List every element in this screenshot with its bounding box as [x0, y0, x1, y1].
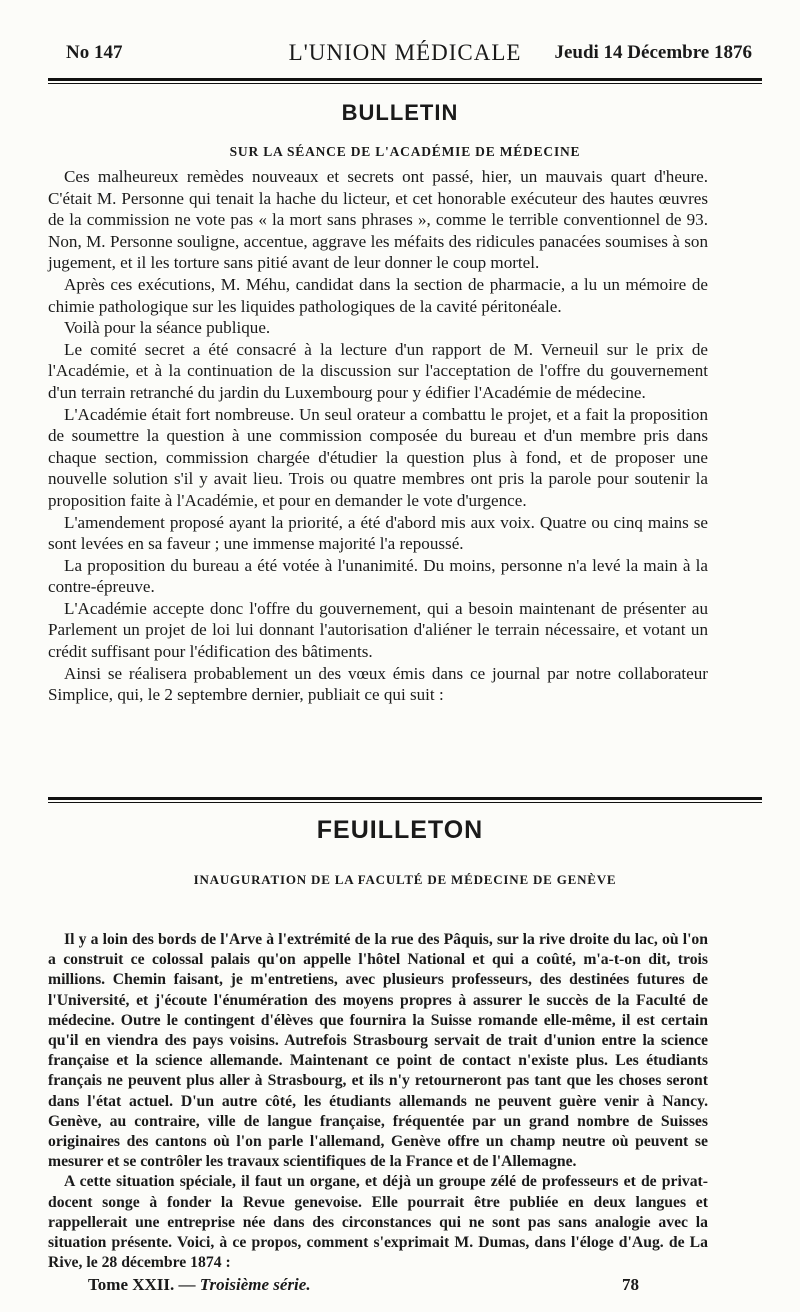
masthead	[48, 36, 762, 76]
feuilleton-paragraph: Il y a loin des bords de l'Arve à l'extrémité de la rue des Pâquis, sur la rive droite du lac, où l'on a construit ce colossal palais qu'on appelle l'hôtel National et qui a coûté, m'a-t-on dit, trois millions. Chemin faisant, je m'entretiens, avec plusieurs professeurs, des destinées futures de l'Université, et j'écoute l'énumération des moyens propres à assurer le succès de la Faculté de médecine. Outre le contingent d'élèves que fournira la Suisse romande elle-même, il est certain qu'il en viendra des pays voisins. Autrefois Strasbourg servait de trait d'union entre la science française et la science allemande. Maintenant ce point de contact n'existe plus. Les étudiants français ne peuvent plus aller à Strasbourg, et ils n'y retourneront pas tant que les choses seront dans l'état actuel. D'un autre côté, les étudiants allemands ne peuvent guère venir à Nancy. Genève, au contraire, ville de langue française, fréquentée par un grand nombre de Suisses originaires des cantons où l'on parle l'allemand, Genève offre un champ neutre où peuvent se mesurer et se contrôler les travaux scientifiques de la France et de l'Allemagne.	[48, 931, 708, 1171]
series-label: Troisième série.	[199, 1275, 311, 1294]
feuilleton-subtitle: INAUGURATION DE LA FACULTÉ DE MÉDECINE DE GENÈVE	[193, 872, 617, 887]
bulletin-paragraph: Ainsi se réalisera probablement un des vœux émis dans ce journal par notre collaborateur Simplice, qui, le 2 septembre dernier, publiait ce qui suit :	[48, 663, 708, 705]
bulletin-paragraph: L'Académie était fort nombreuse. Un seul orateur a combattu le projet, et a fait la proposition de soumettre la question à une commission composée du bureau et d'un membre pris dans chaque section, commission chargée d'étudier la question plus à fond, et de proposer une nouvelle solution s'il y avait lieu. Trois ou quatre membres ont pris la parole pour soutenir la proposition faite à l'Académie, et pour en demander le vote d'urgence.	[48, 404, 708, 510]
bulletin-title: BULLETIN	[341, 100, 459, 125]
issue-number: No 147	[66, 42, 123, 63]
journal-title: L'UNION MÉDICALE	[288, 40, 522, 65]
bulletin-paragraph: Après ces exécutions, M. Méhu, candidat dans la section de pharmacie, a lu un mémoire de chimie pathologique sur les liquides pathologiques de la cavité péritonéale.	[48, 274, 708, 316]
bulletin-paragraph: Ces malheureux remèdes nouveaux et secrets ont passé, hier, un mauvais quart d'heure. C'était M. Personne qui tenait la hache du licteur, et cet honorable exécuteur des hautes œuvres de la commission ne vote pas « la mort sans phrases », comme le terrible conventionnel de 93. Non, M. Personne souligne, accentue, aggrave les méfaits des ridicules panacées soumises à son jugement, et il les torture sans pitié avant de leur donner le coup mortel.	[48, 167, 708, 273]
tome-label: Tome XXII. —	[88, 1275, 196, 1294]
bulletin-paragraph: L'amendement proposé ayant la priorité, a été d'abord mis aux voix. Quatre ou cinq mains se sont levées en sa faveur ; une immense majorité l'a repoussé.	[48, 512, 708, 554]
feuilleton-body	[48, 930, 708, 1273]
feuilleton-paragraph: A cette situation spéciale, il faut un organe, et déjà un groupe zélé de professeurs et de privat-docent songe à fonder la Revue genevoise. Elle pourrait être publiée en deux langues et rappellerait une entreprise née dans des circonstances qui ne sont pas sans analogie avec la situation présente. Voici, à ce propos, comment s'exprimait M. Dumas, dans l'éloge d'Aug. de La Rive, le 28 décembre 1874 :	[48, 1173, 708, 1272]
bulletin-paragraph: Le comité secret a été consacré à la lecture d'un rapport de M. Verneuil sur le prix de l'Académie, et à la continuation de la discussion sur l'acceptation de l'offre du gouvernement d'un terrain retranché du jardin du Luxembourg pour y édifier l'Académie de médecine.	[48, 339, 708, 402]
bulletin-subtitle: SUR LA SÉANCE DE L'ACADÉMIE DE MÉDECINE	[229, 144, 581, 159]
feuilleton-title: FEUILLETON	[316, 816, 484, 844]
feuilleton-rule	[48, 797, 762, 803]
issue-date: Jeudi 14 Décembre 1876	[554, 42, 752, 63]
bulletin-paragraph: La proposition du bureau a été votée à l'unanimité. Du moins, personne n'a levé la main à la contre-épreuve.	[48, 555, 708, 597]
tome-line	[88, 1275, 311, 1295]
bulletin-paragraph: L'Académie accepte donc l'offre du gouvernement, qui a besoin maintenant de présenter au Parlement un projet de loi lui donnant l'autorisation d'aliéner le terrain nécessaire, et votant un crédit suffisant pour l'édification des bâtiments.	[48, 598, 708, 662]
page-number: 78	[622, 1275, 639, 1294]
bulletin-paragraph: Voilà pour la séance publique.	[64, 318, 271, 338]
bulletin-body	[48, 166, 708, 706]
masthead-rule	[48, 78, 762, 84]
